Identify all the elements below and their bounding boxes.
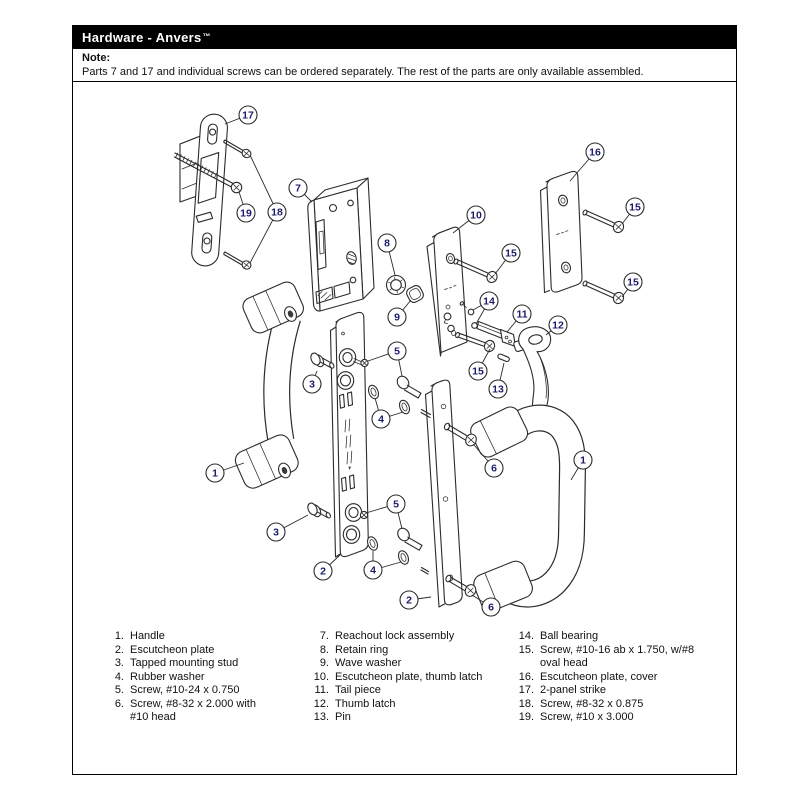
svg-text:17: 17 — [242, 109, 254, 122]
svg-text:15: 15 — [629, 201, 641, 214]
part-item: 10. Escutcheon plate, thumb latch — [313, 670, 483, 683]
callout-19 — [237, 192, 255, 222]
callout-5 — [366, 495, 405, 529]
callout-9 — [388, 300, 411, 326]
page-title: Hardware - Anvers — [82, 30, 202, 45]
svg-text:15: 15 — [627, 276, 639, 289]
retain-ring-part-8 — [387, 276, 406, 295]
screw-part-18-top — [224, 140, 253, 159]
svg-text:6: 6 — [491, 462, 497, 475]
callout-4 — [372, 398, 403, 428]
part-item: 5. Screw, #10-24 x 0.750 — [114, 684, 240, 696]
callout-13 — [489, 363, 507, 398]
screw-part-15-lower-right — [582, 280, 625, 305]
svg-text:16: 16 — [589, 146, 601, 159]
part-item: 19. Screw, #10 x 3.000 — [518, 711, 634, 723]
escutcheon-plate-part-2-center — [331, 312, 369, 557]
document-frame — [72, 25, 737, 775]
callout-7 — [289, 179, 312, 202]
handle-part-1-right — [468, 404, 573, 614]
svg-text:13: 13 — [492, 383, 504, 396]
pin-part-13 — [497, 353, 510, 362]
svg-text:5: 5 — [394, 345, 400, 358]
callout-15 — [622, 273, 642, 297]
exploded-diagram — [73, 82, 736, 627]
part-item: 18. Screw, #8-32 x 0.875 — [518, 697, 644, 710]
part-item: 6. Screw, #8-32 x 2.000 with — [114, 697, 256, 710]
part-item: oval head — [540, 657, 588, 669]
escutcheon-cover-part-16 — [541, 171, 583, 292]
svg-text:10: 10 — [470, 209, 482, 222]
callout-8 — [378, 234, 396, 275]
part-item: 12. Thumb latch — [313, 697, 396, 710]
part-item: 2. Escutcheon plate — [114, 643, 215, 656]
part-item: 16. Escutcheon plate, cover — [518, 670, 658, 683]
callout-4 — [364, 551, 401, 579]
reachout-lock-part-7 — [308, 178, 374, 311]
callout-2 — [400, 591, 431, 609]
callout-17 — [225, 106, 257, 124]
svg-text:18: 18 — [271, 206, 283, 219]
callout-16 — [570, 143, 604, 181]
svg-text:15: 15 — [472, 365, 484, 378]
svg-text:9: 9 — [394, 311, 400, 324]
parts-list — [73, 627, 736, 774]
screw-part-5-top — [395, 374, 421, 398]
svg-text:3: 3 — [309, 378, 315, 391]
strike-plate-part-17 — [180, 113, 228, 267]
part-item: 13. Pin — [313, 711, 351, 723]
svg-text:3: 3 — [273, 526, 279, 539]
part-item: 8. Retain ring — [319, 643, 389, 656]
callout-15 — [469, 349, 490, 380]
svg-text:11: 11 — [516, 308, 528, 321]
part-item: 4. Rubber washer — [114, 670, 205, 683]
note-box — [73, 49, 736, 82]
callout-18 — [250, 155, 286, 263]
part-item: 3. Tapped mounting stud — [114, 657, 239, 669]
svg-text:4: 4 — [378, 413, 384, 426]
part-item: 17. 2-panel strike — [518, 684, 607, 696]
part-item: #10 head — [130, 711, 176, 723]
callout-15 — [495, 244, 520, 274]
tail-piece-part-11 — [477, 322, 516, 347]
callout-15 — [622, 198, 644, 224]
svg-text:1: 1 — [212, 467, 218, 480]
note-text: Parts 7 and 17 and individual screws can be ordered separately. The rest of the parts are only available assembled. — [82, 66, 644, 78]
page-title-bar — [73, 26, 736, 49]
svg-text:14: 14 — [483, 295, 495, 308]
callout-14 — [473, 292, 498, 324]
screw-part-15-upper-right — [582, 209, 625, 234]
svg-text:19: 19 — [240, 207, 252, 220]
svg-text:2: 2 — [406, 594, 412, 607]
svg-text:5: 5 — [393, 498, 399, 511]
screw-part-18-bottom — [224, 252, 253, 271]
mounting-stud-part-3-bottom — [306, 502, 331, 519]
parts-column-2 — [303, 630, 482, 725]
note-label: Note: — [82, 52, 111, 64]
part-item: 15. Screw, #10-16 ab x 1.750, w/#8 — [518, 643, 695, 656]
callout-2 — [314, 555, 340, 580]
part-item: 9. Wave washer — [319, 657, 402, 669]
escutcheon-plate-part-2-right — [421, 380, 462, 607]
svg-text:15: 15 — [505, 247, 517, 260]
callout-5 — [368, 342, 406, 376]
escutcheon-thumb-latch-part-10 — [427, 227, 467, 356]
callout-12 — [546, 316, 567, 335]
screw-part-5-bottom — [395, 526, 422, 550]
svg-text:7: 7 — [295, 182, 301, 195]
svg-text:2: 2 — [320, 565, 326, 578]
part-item: 1. Handle — [114, 630, 165, 642]
part-item: 7. Reachout lock assembly — [319, 630, 455, 642]
svg-text:12: 12 — [552, 319, 564, 332]
svg-text:1: 1 — [580, 454, 586, 467]
trademark-symbol: ™ — [202, 32, 211, 41]
wave-washer-part-9 — [405, 284, 425, 304]
svg-text:8: 8 — [384, 237, 390, 250]
svg-text:4: 4 — [370, 564, 376, 577]
handle-part-1-left — [232, 279, 306, 491]
callout-3 — [303, 371, 321, 393]
svg-text:6: 6 — [488, 601, 494, 614]
part-item: 14. Ball bearing — [518, 630, 599, 642]
callout-3 — [267, 515, 308, 541]
callout-10 — [453, 206, 485, 233]
thumb-latch-part-12 — [513, 327, 550, 415]
parts-column-1 — [98, 630, 256, 725]
part-item: 11. Tail piece — [314, 684, 381, 696]
parts-column-3 — [508, 630, 694, 725]
